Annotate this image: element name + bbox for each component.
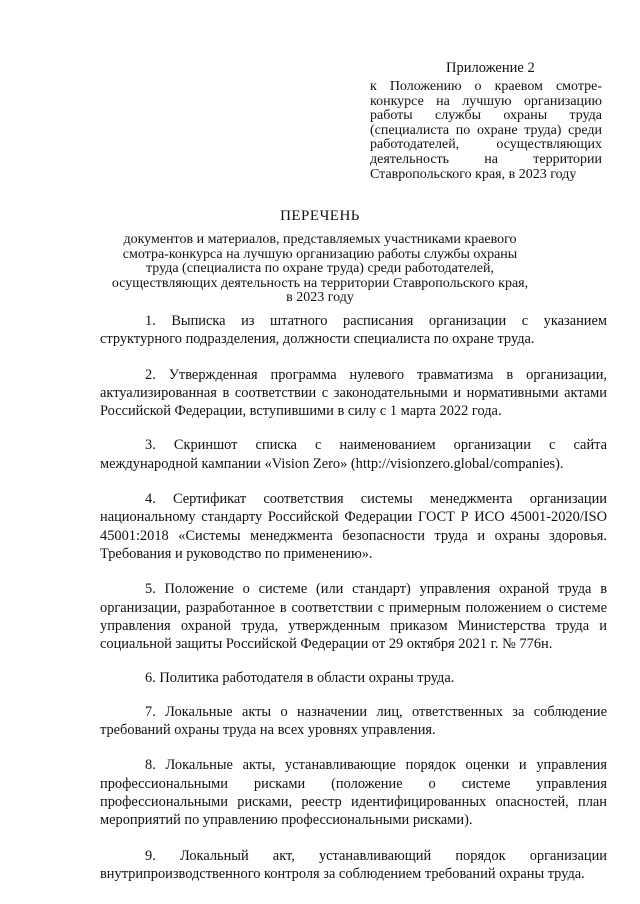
list-item: 4. Сертификат соответствия системы менеджмента организации национальному стандарту Российской Федерации ГОСТ Р ИСО 45001-2020/ISO 45001:2018 «Системы менеджмента безопасности труда и охраны здоровья. Требования и руководство по применению». [100,491,607,562]
list-item: 2. Утвержденная программа нулевого травматизма в организации, актуализированная в соответствии с законодательными и нормативными актами Российской Федерации, вступившими в силу с 1 марта 2022 года. [100,366,607,420]
document-items-list [100,312,607,883]
document-heading: ПЕРЕЧЕНЬ [280,208,360,224]
appendix-title: Приложение 2 [446,60,535,76]
appendix-reference: к Положению о краевом смотре-конкурсе на лучшую организацию работы службы охраны труда (специалиста по охране труда) среди работодателей, осуществляющих деятельность на территории Ставропольского края, в 2023 году [370,79,602,182]
list-item: 6. Политика работодателя в области охраны труда. [145,670,455,687]
list-item: 1. Выписка из штатного расписания организации с указанием структурного подразделения, должности специалиста по охране труда. [100,313,607,348]
list-item: 3. Скриншот списка с наименованием организации с сайта международной кампании «Vision Zero» (http://visionzero.global/companies). [100,437,607,472]
list-item: 5. Положение о системе (или стандарт) управления охраной труда в организации, разработанное в соответствии с примерным положением о системе управления охраной труда, утвержденным приказом Министерства труда и социальной защиты Российской Федерации от 29 октября 2021 г. № 776н. [100,581,607,653]
document-subtitle: документов и материалов, представляемых участниками краевого смотра-конкурса на лучшую организацию работы службы охраны труда (специалиста по охране труда) среди работодателей, осуществляющих деятельность на территории Ставропольского края, в 2023 году [111,232,529,306]
list-item: 9. Локальный акт, устанавливающий порядок организации внутрипроизводственного контроля за соблюдением требований охраны труда. [100,847,607,882]
list-item: 7. Локальные акты о назначении лиц, ответственных за соблюдение требований охраны труда на всех уровнях управления. [100,703,607,739]
list-item: 8. Локальные акты, устанавливающие порядок оценки и управления профессиональными рисками (положение о системе управления профессиональными рисками, реестр идентифицированных опасностей, план мероприятий по управлению профессиональными рисками). [100,757,607,829]
